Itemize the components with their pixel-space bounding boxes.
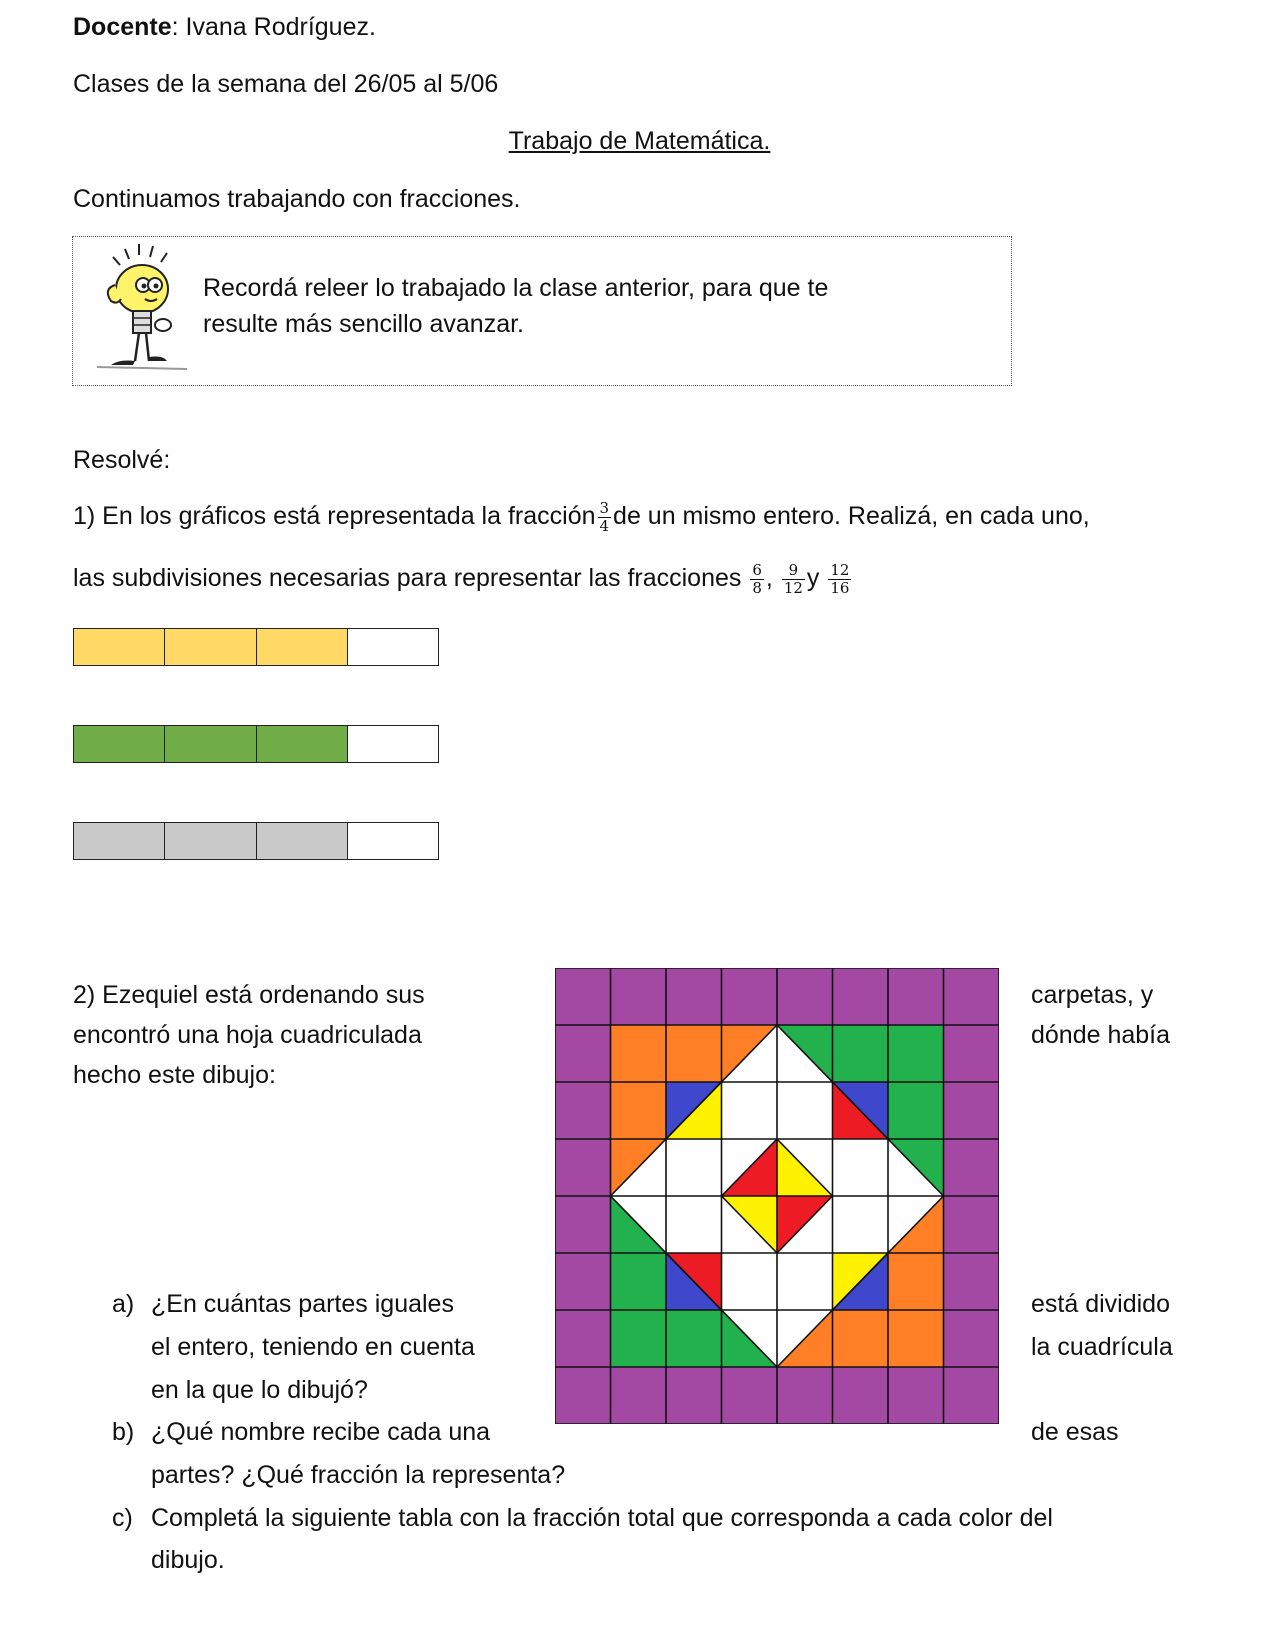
item-b-line-1: ¿Qué nombre recibe cada una	[151, 1418, 491, 1446]
fraction-numerator: 6	[752, 561, 762, 579]
intro-text: Continuamos trabajando con fracciones.	[73, 185, 521, 213]
fraction-three-quarters	[598, 500, 612, 535]
exercise2-left-3: hecho este dibujo:	[73, 1061, 276, 1089]
grid-mosaic-drawing	[555, 968, 999, 1424]
item-c-line-2: dibujo.	[151, 1546, 225, 1574]
bar-part-shaded	[165, 629, 256, 665]
fraction-bar	[73, 628, 439, 666]
item-a-marker: a)	[112, 1290, 135, 1318]
fraction-denominator: 4	[599, 517, 610, 535]
item-a-right-2: la cuadrícula	[1031, 1333, 1173, 1361]
item-b-right: de esas	[1031, 1418, 1119, 1446]
fraction-numerator: 3	[599, 499, 610, 517]
bar-part-shaded	[257, 823, 348, 859]
item-c-marker: c)	[112, 1504, 133, 1532]
bar-part-shaded	[74, 823, 165, 859]
bar-part-shaded	[74, 629, 165, 665]
item-a-line-3: en la que lo dibujó?	[151, 1376, 368, 1404]
exercise1-text-c: las subdivisiones necesarias para representar las fracciones	[73, 564, 742, 593]
teacher-line	[73, 12, 376, 42]
reminder-line-1: Recordá releer lo trabajado la clase anterior, para que te	[203, 274, 829, 302]
item-a-right-1: está dividido	[1031, 1290, 1170, 1318]
bar-part-shaded	[257, 629, 348, 665]
reminder-line-2: resulte más sencillo avanzar.	[203, 310, 524, 338]
item-b-marker: b)	[112, 1418, 135, 1446]
page-title: Trabajo de Matemática.	[508, 127, 771, 155]
bar-part-empty	[348, 823, 438, 859]
fraction-numerator: 12	[830, 561, 850, 579]
bar-part-empty	[348, 726, 438, 762]
bar-part-empty	[348, 629, 438, 665]
fraction-6-8	[750, 562, 764, 597]
teacher-label: Docente	[73, 13, 172, 41]
exercise1-line2	[73, 562, 853, 597]
exercise1-text-a: 1) En los gráficos está representada la fracción	[73, 502, 596, 531]
fraction-12-16	[828, 562, 851, 597]
fraction-denominator: 12	[783, 579, 803, 597]
fraction-bar	[73, 725, 439, 763]
week-line: Clases de la semana del 26/05 al 5/06	[73, 70, 499, 98]
lightbulb-character-icon	[87, 241, 197, 376]
exercise2-right-2: dónde había	[1031, 1021, 1171, 1049]
resolve-label: Resolvé:	[73, 446, 171, 474]
bar-part-shaded	[74, 726, 165, 762]
fraction-9-12	[782, 562, 805, 597]
item-a-line-1: ¿En cuántas partes iguales	[151, 1290, 454, 1318]
exercise1-line1	[73, 500, 1090, 535]
exercise2-left-2: encontró una hoja cuadriculada	[73, 1021, 422, 1049]
fraction-denominator: 16	[830, 579, 850, 597]
bar-part-shaded	[165, 726, 256, 762]
item-a-line-2: el entero, teniendo en cuenta	[151, 1333, 475, 1361]
fraction-conjunction: y	[806, 564, 820, 593]
fraction-denominator: 8	[752, 579, 762, 597]
bar-part-shaded	[257, 726, 348, 762]
fraction-numerator: 9	[782, 562, 805, 580]
teacher-name: : Ivana Rodríguez.	[171, 13, 376, 41]
exercise2-left-1: 2) Ezequiel está ordenando sus	[73, 981, 425, 1009]
reminder-box	[72, 236, 1012, 386]
exercise1-text-b: de un mismo entero. Realizá, en cada uno,	[613, 502, 1090, 531]
fraction-separator: ,	[765, 564, 773, 593]
exercise2-right-1: carpetas, y	[1031, 981, 1154, 1009]
fraction-bar	[73, 822, 439, 860]
bar-part-shaded	[165, 823, 256, 859]
item-b-line-2: partes? ¿Qué fracción la representa?	[151, 1461, 566, 1489]
item-c-line-1: Completá la siguiente tabla con la fracción total que corresponda a cada color del	[151, 1504, 1053, 1532]
